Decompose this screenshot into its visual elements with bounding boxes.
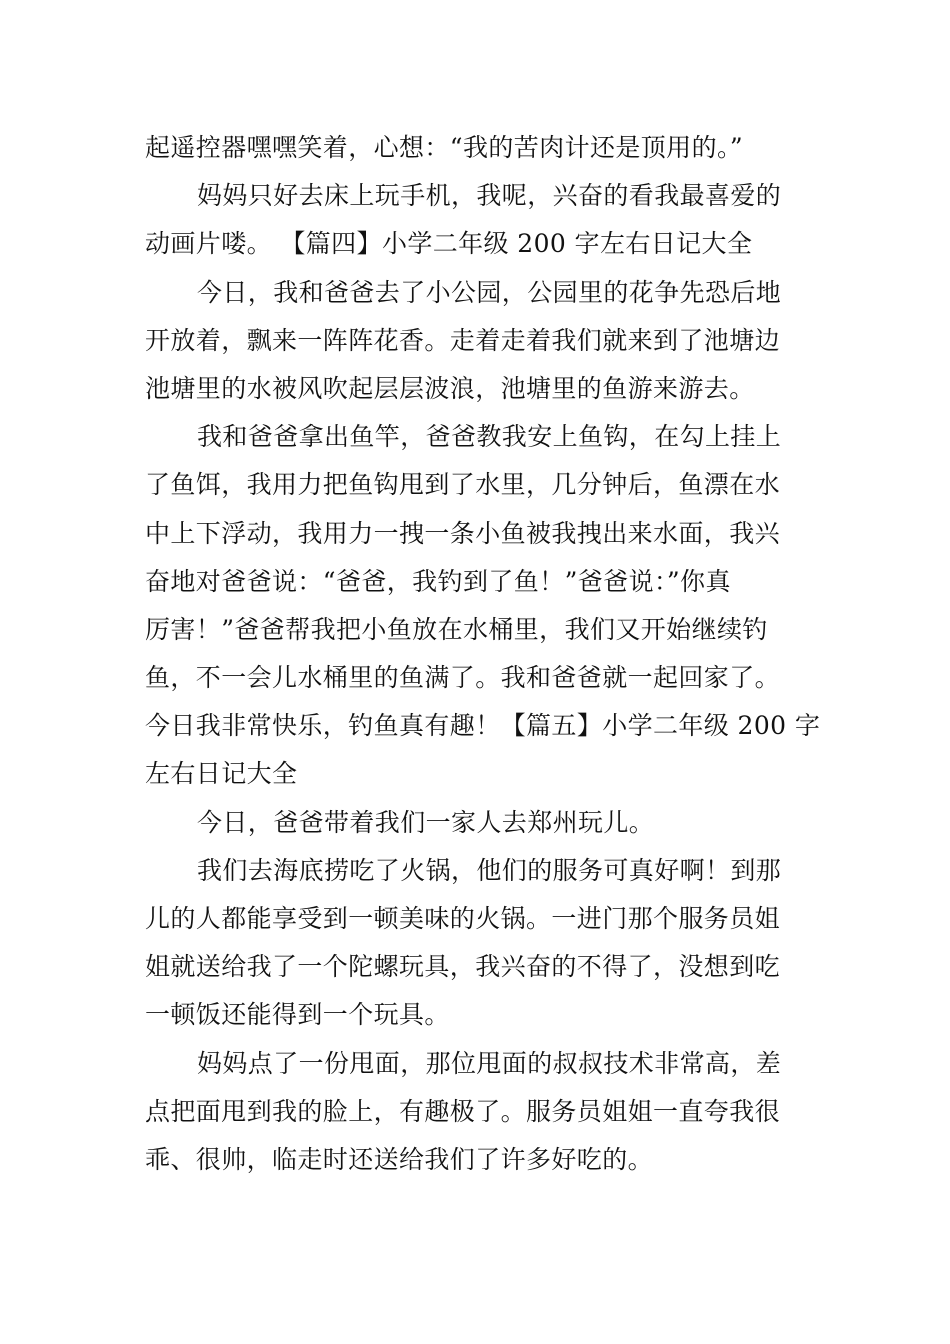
text-line: 池塘里的水被风吹起层层波浪，池塘里的鱼游来游去。 <box>145 373 755 403</box>
text-line: 厉害！”爸爸帮我把小鱼放在水桶里，我们又开始继续钓 <box>145 614 768 644</box>
text-line: 妈妈点了一份甩面，那位甩面的叔叔技术非常高，差 <box>197 1048 782 1078</box>
text-line: 动画片喽。 【篇四】小学二年级 200 字左右日记大全 <box>145 229 753 259</box>
text-line: 一顿饭还能得到一个玩具。 <box>145 1000 450 1030</box>
text-line: 妈妈只好去床上玩手机，我呢，兴奋的看我最喜爱的 <box>197 181 782 211</box>
text-line: 了鱼饵，我用力把鱼钩甩到了水里，几分钟后，鱼漂在水 <box>145 470 781 500</box>
text-line: 奋地对爸爸说：“爸爸，我钓到了鱼！”爸爸说：”你真 <box>145 566 731 596</box>
text-line: 我和爸爸拿出鱼竿，爸爸教我安上鱼钩，在勾上挂上 <box>197 422 782 452</box>
document-body <box>145 124 821 1184</box>
text-line: 起遥控器嘿嘿笑着，心想：“我的苦肉计还是顶用的。” <box>145 133 744 162</box>
text-line: 今日，我和爸爸去了小公园，公园里的花争先恐后地 <box>197 277 782 307</box>
text-line: 今日，爸爸带着我们一家人去郑州玩儿。 <box>197 807 655 837</box>
text-line: 鱼，不一会儿水桶里的鱼满了。我和爸爸就一起回家了。 <box>145 663 781 693</box>
text-line: 姐就送给我了一个陀螺玩具，我兴奋的不得了，没想到吃 <box>145 952 781 982</box>
text-line: 点把面甩到我的脸上，有趣极了。服务员姐姐一直夸我很 <box>145 1096 781 1126</box>
text-line: 乖、很帅，临走时还送给我们了许多好吃的。 <box>145 1144 654 1174</box>
text-line: 我们去海底捞吃了火锅，他们的服务可真好啊！到那 <box>197 855 782 885</box>
text-line: 开放着，飘来一阵阵花香。走着走着我们就来到了池塘边 <box>145 325 781 355</box>
text-line: 今日我非常快乐，钓鱼真有趣！【篇五】小学二年级 200 字 <box>145 711 821 741</box>
text-line: 中上下浮动，我用力一拽一条小鱼被我拽出来水面，我兴 <box>145 518 781 548</box>
text-line: 儿的人都能享受到一顿美味的火锅。一进门那个服务员姐 <box>145 904 781 933</box>
text-line: 左右日记大全 <box>145 759 298 789</box>
